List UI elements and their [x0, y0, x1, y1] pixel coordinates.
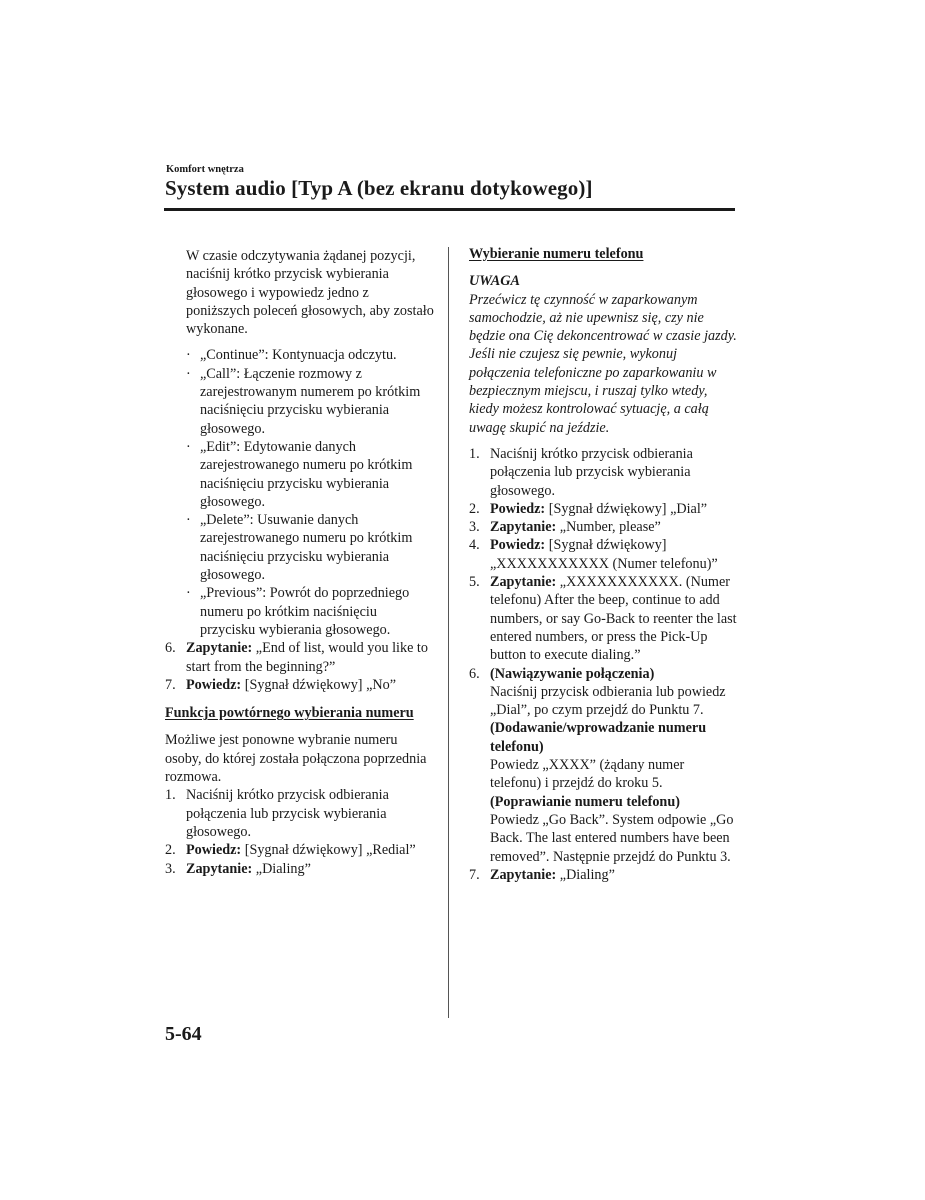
step-item: 7. Powiedz: [Sygnał dźwiękowy] „No” — [165, 676, 397, 693]
title-rule — [164, 208, 735, 211]
step-item: 1. Naciśnij krótko przycisk odbierania połączenia lub przycisk wybierania głosowego. — [165, 787, 389, 840]
step-item: 5. Zapytanie: „XXXXXXXXXXX. (Numer telefonu) After the beep, continue to add numbers, or say Go-Back to reenter the last entered numbers, or press the Pick-Up button to execute dialing.” — [469, 574, 737, 664]
step-item: 2. Powiedz: [Sygnał dźwiękowy] „Redial” — [165, 842, 416, 859]
step-item: 1. Naciśnij krótko przycisk odbierania połączenia lub przycisk wybierania głosowego. — [469, 445, 693, 499]
page-number: 5-64 — [165, 1023, 202, 1045]
step-item: 2. Powiedz: [Sygnał dźwiękowy] „Dial” — [469, 500, 708, 517]
list-item: · „Edit”: Edytowanie danych zarejestrowanego numeru po krótkim naciśnięciu przycisku wybierania głosowego. — [186, 438, 413, 510]
dial-steps — [469, 445, 737, 884]
step-item: 6. Zapytanie: „End of list, would you like to start from the beginning?” — [165, 640, 428, 675]
redial-intro: Możliwe jest ponowne wybranie numeru osoby, do której została połączona poprzednia rozmowa. — [165, 732, 427, 786]
list-item: · „Previous”: Powrót do poprzedniego numeru po krótkim naciśnięciu przycisku wybierania głosowego. — [186, 585, 410, 638]
redial-steps — [165, 786, 435, 877]
list-item: · „Continue”: Kontynuacja odczytu. — [186, 347, 397, 364]
list-item: · „Call”: Łączenie rozmowy z zarejestrowanym numerem po krótkim naciśnięciu przycisku wybierania głosowego. — [186, 365, 421, 437]
step-item: 6. (Nawiązywanie połączenia) Naciśnij przycisk odbierania lub powiedz „Dial”, po czym przejdź do Punktu 7. (Dodawanie/wprowadzanie numeru telefonu) Powiedz „XXXX” (żądany numer telefonu) i przejdź do kroku 5. (Poprawianie numeru telefonu) Powiedz „Go Back”. System odpowie „Go Back. The last entered numbers have been removed”. Następnie przejdź do Punktu 3. — [469, 665, 737, 866]
list-item: · „Delete”: Usuwanie danych zarejestrowanego numeru po krótkim naciśnięciu przycisku wybierania głosowego. — [186, 512, 413, 584]
step6-sub1-title: (Nawiązywanie połączenia) — [490, 665, 655, 682]
right-column — [469, 245, 737, 884]
bullet-dot-icon: · — [186, 585, 191, 602]
step6-sub3-title: (Poprawianie numeru telefonu) — [490, 793, 680, 810]
bullet-dot-icon: · — [186, 438, 191, 455]
page-title: System audio [Typ A (bez ekranu dotykowego)] — [165, 176, 593, 200]
step6-sub3-text: Powiedz „Go Back”. System odpowie „Go Back. The last entered numbers have been removed”. Następnie przejdź do Punktu 3. — [490, 811, 734, 865]
bullet-dot-icon: · — [186, 512, 191, 529]
left-steps — [165, 639, 435, 694]
dial-heading: Wybieranie numeru telefonu — [469, 246, 644, 262]
note-title: UWAGA — [469, 273, 520, 290]
note-text: Przećwicz tę czynność w zaparkowanym samochodzie, aż nie upewnisz się, czy nie będzie ona Cię dekoncentrować w czasie jazdy. Jeśli nie czujesz się pewnie, wykonuj połączenia telefoniczne po zaparkowaniu w bezpiecznym miejscu, i ruszaj tylko wtedy, kiedy możesz kontrolować sytuację, a całą uwagę skupić na jeździe. — [469, 291, 737, 436]
step-item: 7. Zapytanie: „Dialing” — [469, 866, 615, 883]
step6-sub2-title: (Dodawanie/wprowadzanie numeru telefonu) — [490, 720, 707, 755]
column-divider — [448, 247, 449, 1018]
step-item: 3. Zapytanie: „Dialing” — [165, 860, 311, 877]
step-item: 4. Powiedz: [Sygnał dźwiękowy] „XXXXXXXXXXX (Numer telefonu)” — [469, 537, 718, 572]
step6-sub1-text: Naciśnij przycisk odbierania lub powiedz „Dial”, po czym przejdź do Punktu 7. — [490, 683, 726, 719]
bullet-dot-icon: · — [186, 347, 191, 364]
step-item: 3. Zapytanie: „Number, please” — [469, 519, 661, 536]
voice-command-list — [186, 346, 435, 639]
step6-sub2-text: Powiedz „XXXX” (żądany numer telefonu) i przejdź do kroku 5. — [490, 757, 685, 792]
bullet-dot-icon: · — [186, 365, 191, 382]
left-column — [165, 247, 435, 878]
redial-heading: Funkcja powtórnego wybierania numeru — [165, 705, 414, 722]
left-intro: W czasie odczytywania żądanej pozycji, naciśnij krótko przycisk wybierania głosowego i wypowiedz jedno z poniższych poleceń głosowych, aby zostało wykonane. — [186, 248, 434, 338]
section-label: Komfort wnętrza — [166, 164, 244, 175]
